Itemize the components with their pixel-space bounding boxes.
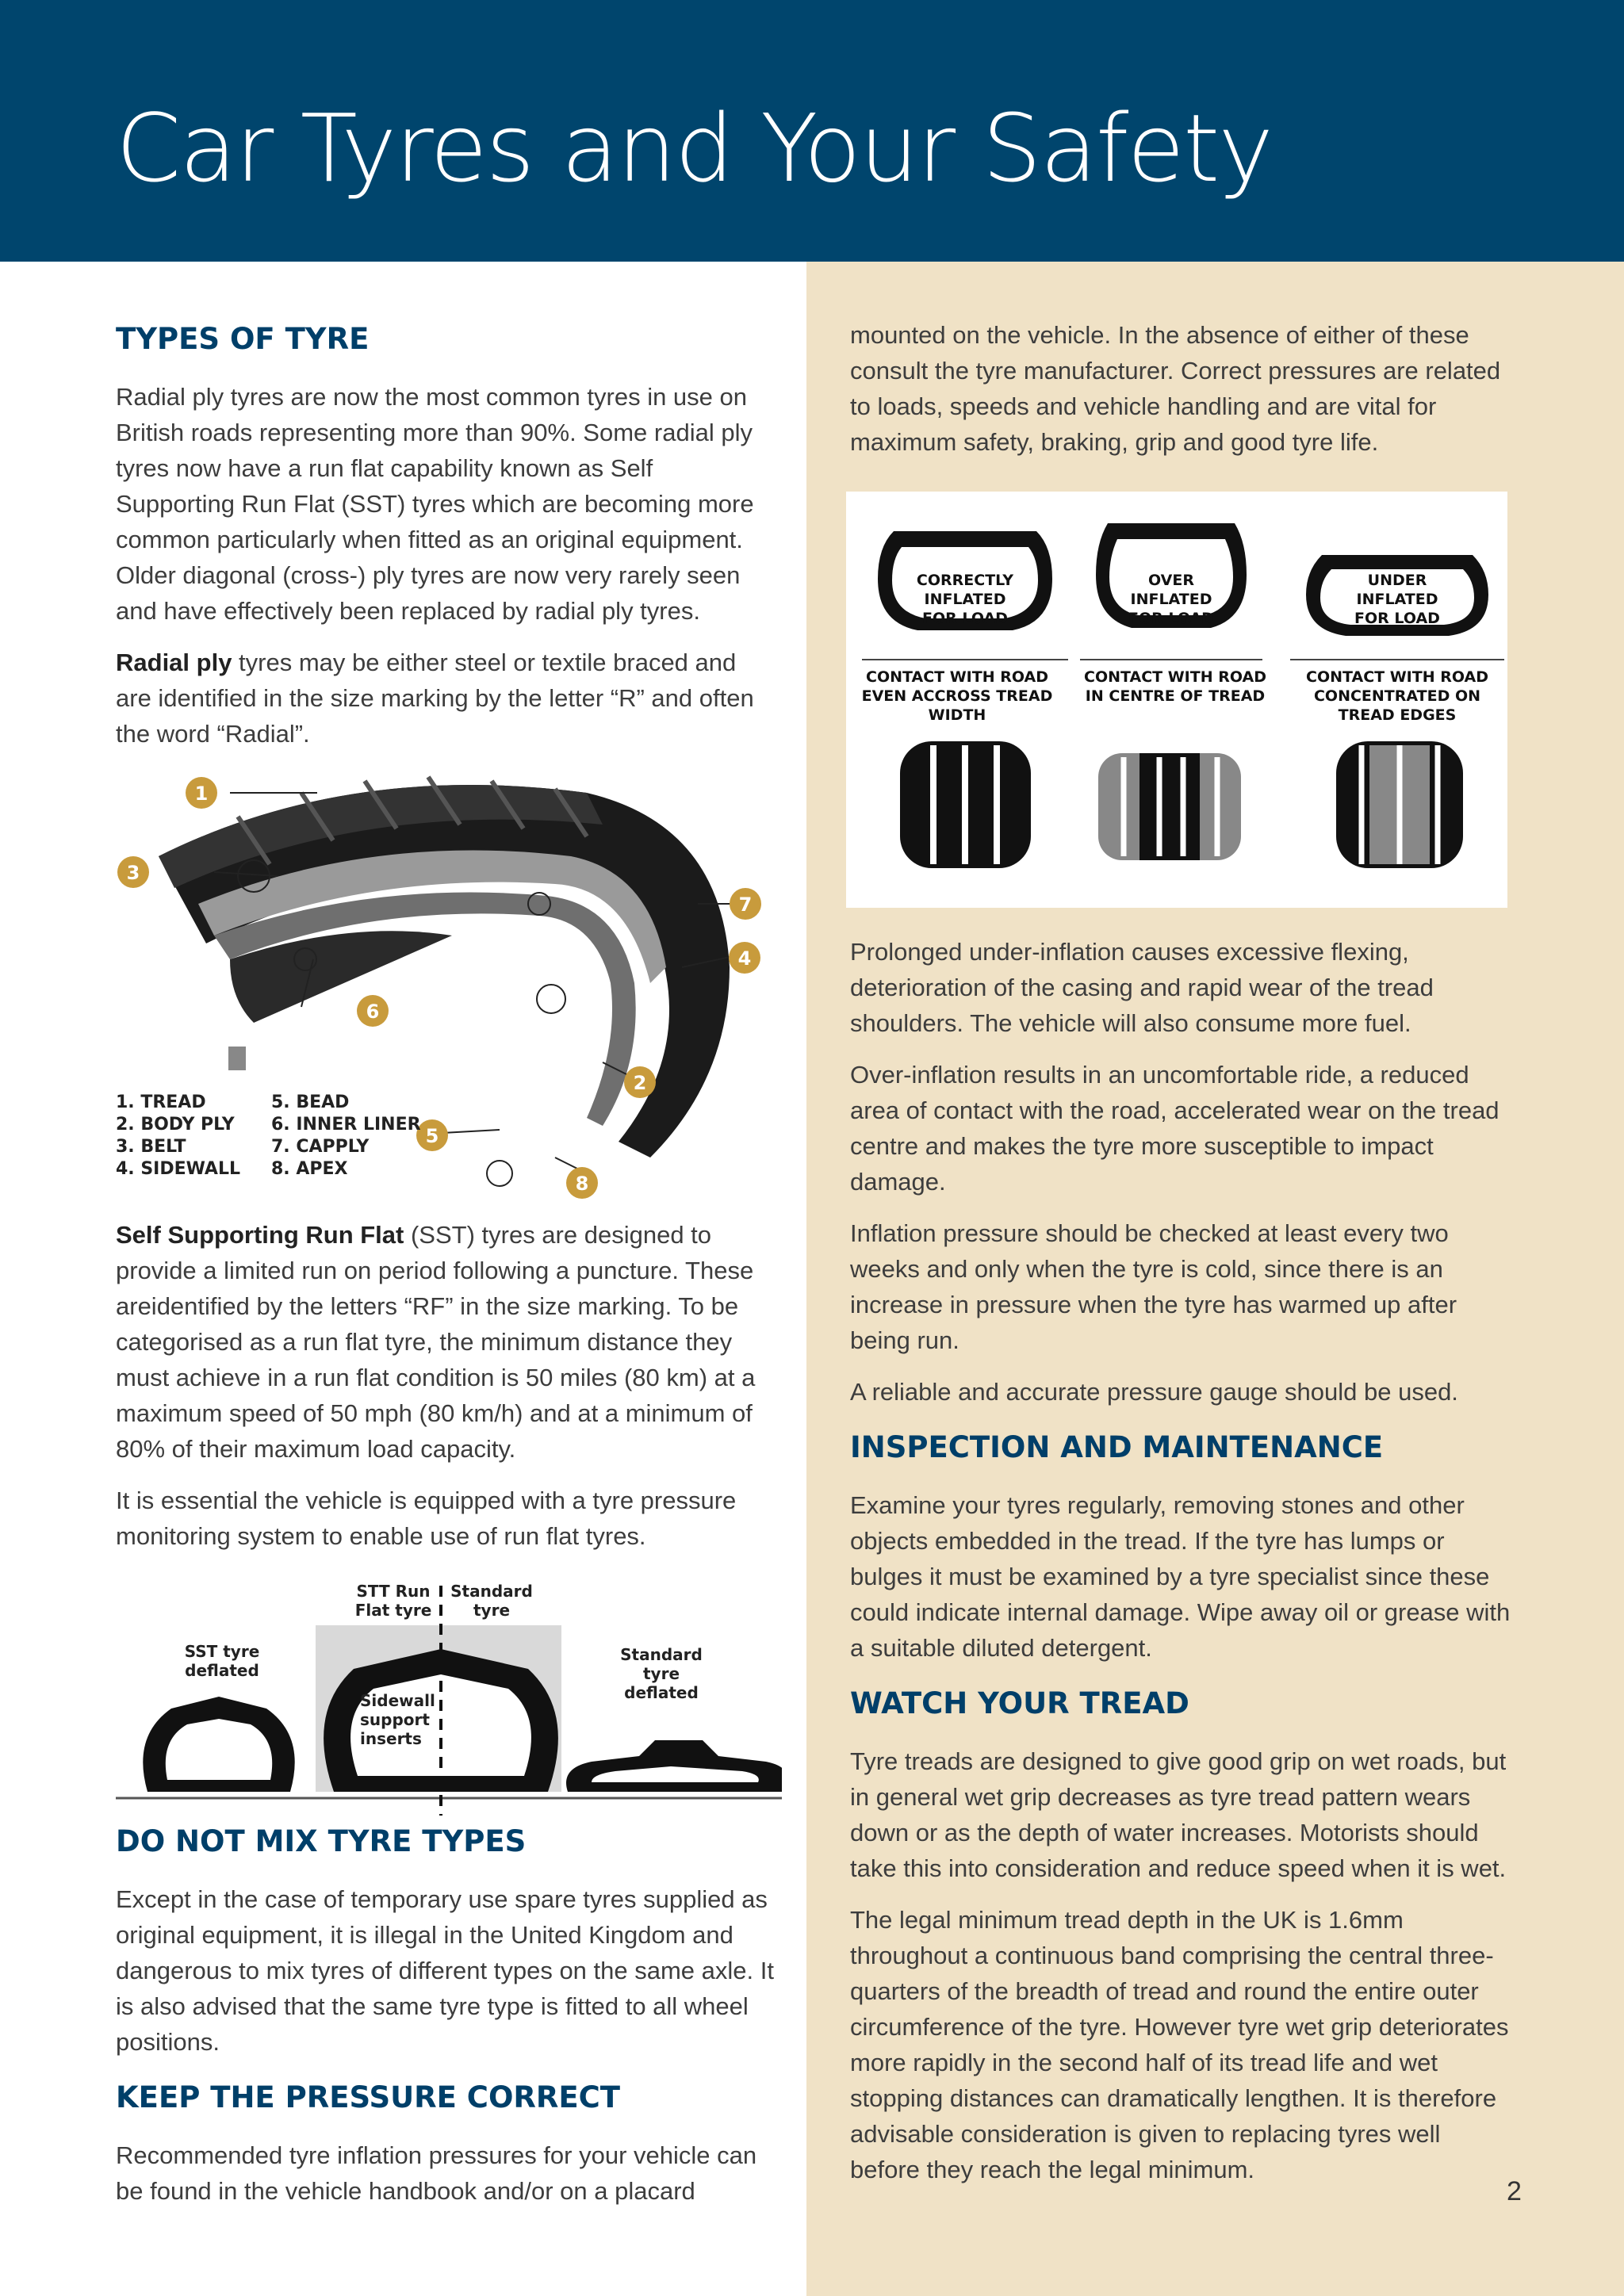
inflation-diagram xyxy=(846,492,1507,908)
svg-text:STT Run: STT Run xyxy=(356,1582,431,1601)
panel-over xyxy=(1080,523,1266,860)
legend-item: 4. SIDEWALL xyxy=(116,1159,240,1179)
stt-label xyxy=(355,1582,432,1620)
svg-text:FOR LOAD: FOR LOAD xyxy=(922,610,1008,627)
pressure-paragraph: Recommended tyre inflation pressures for your vehicle can be found in the vehicle handbook and/or on a placard xyxy=(116,2141,757,2205)
svg-text:Flat tyre: Flat tyre xyxy=(354,1601,432,1620)
marker-2 xyxy=(624,1066,656,1098)
svg-text:tyre: tyre xyxy=(642,1664,680,1683)
valve xyxy=(228,1047,246,1070)
marker-7 xyxy=(730,888,761,920)
svg-text:WIDTH: WIDTH xyxy=(928,706,986,724)
tyre-legend xyxy=(116,1093,421,1179)
svg-text:Sidewall: Sidewall xyxy=(360,1691,435,1710)
svg-text:8: 8 xyxy=(575,1173,589,1195)
page-number: 2 xyxy=(1507,2176,1522,2206)
right-column-top xyxy=(850,317,1516,476)
mix-paragraph: Except in the case of temporary use spare tyres supplied as original equipment, it is illegal in the United Kingdom and dangerous to mix tyres of different types on the same axle. It is also advised that the same tyre type is fitted to all wheel positions. xyxy=(116,1885,774,2056)
standard-deflated-tyre xyxy=(566,1740,782,1792)
left-column-middle xyxy=(116,1217,774,1570)
svg-text:UNDER: UNDER xyxy=(1367,572,1427,589)
standard-deflated-label xyxy=(620,1645,703,1702)
svg-text:5: 5 xyxy=(425,1125,439,1147)
standard-label xyxy=(450,1582,533,1620)
inspection-heading: INSPECTION AND MAINTENANCE xyxy=(850,1430,1384,1464)
svg-text:EVEN ACCROSS TREAD: EVEN ACCROSS TREAD xyxy=(861,687,1053,705)
svg-text:6: 6 xyxy=(366,1001,380,1023)
tread-paragraph-2: The legal minimum tread depth in the UK is 1.6mm throughout a continuous band comprising the central three-quarters of the breadth of tread and round the entire outer circumference of the tyre. However tyre wet grip deteriorates more rapidly in the second half of its tread life and wet stopping distances can dramatically lengthen. It is therefore advisable consideration is given to replacing tyres well before they reach the legal minimum. xyxy=(850,1906,1509,2183)
left-column-bottom xyxy=(116,1820,774,2225)
radial-text: tyres may be either steel or textile braced and are identified in the size marking by the letter “R” and often the word “Radial”. xyxy=(116,649,754,748)
right-column-bottom xyxy=(850,934,1516,2203)
sst-deflated-label xyxy=(185,1642,260,1680)
svg-text:support: support xyxy=(360,1710,430,1729)
radial-bold: Radial ply xyxy=(116,649,232,676)
tpms-paragraph: It is essential the vehicle is equipped with a tyre pressure monitoring system to enable use of run flat tyres. xyxy=(116,1487,737,1550)
svg-text:7: 7 xyxy=(738,894,753,916)
svg-text:CONTACT WITH ROAD: CONTACT WITH ROAD xyxy=(1084,668,1266,686)
under-inflation-paragraph: Prolonged under-inflation causes excessive flexing, deterioration of the casing and rapid wear of the tread shoulders. The vehicle will also consume more fuel. xyxy=(850,938,1434,1037)
svg-text:CONTACT WITH ROAD: CONTACT WITH ROAD xyxy=(866,668,1048,686)
mix-heading: DO NOT MIX TYRE TYPES xyxy=(116,1824,527,1858)
legend-item: 1. TREAD xyxy=(116,1093,206,1112)
types-paragraph-2: Older diagonal (cross-) ply tyres are now very rarely seen and have effectively been replaced by radial ply tyres. xyxy=(116,561,741,625)
marker-3 xyxy=(117,856,149,888)
check-pressure-paragraph: Inflation pressure should be checked at least every two weeks and only when the tyre is cold, since there is an increase in pressure when the tyre has warmed up after being run. xyxy=(850,1219,1457,1354)
svg-text:INFLATED: INFLATED xyxy=(924,591,1006,608)
svg-text:SST tyre: SST tyre xyxy=(184,1642,260,1661)
svg-text:OVER: OVER xyxy=(1148,572,1194,589)
legend-item: 5. BEAD xyxy=(271,1093,350,1112)
svg-text:FOR LOAD: FOR LOAD xyxy=(1354,610,1440,627)
svg-text:INFLATED: INFLATED xyxy=(1356,591,1438,608)
left-column-top xyxy=(116,317,774,767)
svg-text:3: 3 xyxy=(126,862,140,884)
svg-text:Standard: Standard xyxy=(620,1645,703,1664)
legend-item: 3. BELT xyxy=(116,1137,186,1157)
svg-text:INFLATED: INFLATED xyxy=(1130,591,1212,608)
tread-heading: WATCH YOUR TREAD xyxy=(850,1686,1189,1720)
svg-text:TREAD EDGES: TREAD EDGES xyxy=(1338,706,1457,724)
svg-text:CONCENTRATED ON: CONCENTRATED ON xyxy=(1313,687,1481,705)
svg-text:CORRECTLY: CORRECTLY xyxy=(916,572,1014,589)
svg-text:deflated: deflated xyxy=(185,1661,259,1680)
page-title: Car Tyres and Your Safety xyxy=(116,94,1273,203)
inspection-paragraph: Examine your tyres regularly, removing stones and other objects embedded in the tread. If the tyre has lumps or bulges it must be examined by a tyre specialist since these could indicate internal damage. Wipe away oil or grease with a suitable diluted detergent. xyxy=(850,1491,1511,1662)
svg-text:CONTACT WITH ROAD: CONTACT WITH ROAD xyxy=(1306,668,1488,686)
svg-text:tyre: tyre xyxy=(473,1601,511,1620)
legend-item: 7. CAPPLY xyxy=(271,1137,370,1157)
sst-paragraph xyxy=(116,1217,774,1467)
sst-bold: Self Supporting Run Flat xyxy=(116,1221,404,1249)
svg-text:1: 1 xyxy=(194,783,209,805)
legend-item: 2. BODY PLY xyxy=(116,1115,235,1135)
svg-text:inserts: inserts xyxy=(360,1729,422,1748)
sst-text: (SST) tyres are designed to provide a limited run on period following a puncture. These areidentified by the letters “RF” in the size marking. To be categorised as a run flat tyre, the minimum distance they must achieve in a run flat condition is 50 miles (80 km) at a maximum speed of 50 mph (80 km/h) and at a minimum of 80% of their maximum load capacity. xyxy=(116,1221,756,1463)
svg-text:2: 2 xyxy=(633,1072,647,1094)
pressure-heading: KEEP THE PRESSURE CORRECT xyxy=(116,2080,621,2114)
svg-text:FOR LOAD: FOR LOAD xyxy=(1128,610,1214,627)
types-paragraph: Radial ply tyres are now the most common tyres in use on British roads representing more than 90%. Some radial ply tyres now have a run flat capability known as Self Supporting Run Flat (SST) tyres which are becoming more common particularly when fitted as an original equipment. xyxy=(116,383,754,553)
marker-5 xyxy=(416,1119,448,1151)
legend-item: 6. INNER LINER xyxy=(271,1115,421,1135)
tyre-cutaway-diagram xyxy=(111,745,777,1205)
marker-4 xyxy=(729,942,760,974)
legend-item: 8. APEX xyxy=(271,1159,348,1179)
svg-text:IN CENTRE OF TREAD: IN CENTRE OF TREAD xyxy=(1085,687,1266,705)
svg-text:Standard: Standard xyxy=(450,1582,533,1601)
svg-text:4: 4 xyxy=(737,947,752,970)
tread-paragraph-1: Tyre treads are designed to give good grip on wet roads, but in general wet grip decreases as tyre tread pattern wears down or as the depth of water increases. Motorists should take this into consideration and reduce speed when it is wet. xyxy=(850,1747,1507,1882)
marker-1 xyxy=(186,777,217,809)
types-heading: TYPES OF TYRE xyxy=(116,322,370,356)
marker-6 xyxy=(357,995,389,1027)
gauge-paragraph: A reliable and accurate pressure gauge should be used. xyxy=(850,1378,1458,1406)
radial-paragraph xyxy=(116,645,774,752)
page-header xyxy=(0,0,1624,262)
pressure-continued-paragraph: mounted on the vehicle. In the absence of either of these consult the tyre manufacturer. Correct pressures are related to loads, speeds and vehicle handling and are vital for maximum safety, braking, grip and good tyre life. xyxy=(850,321,1501,456)
marker-8 xyxy=(566,1167,598,1199)
svg-text:deflated: deflated xyxy=(624,1683,699,1702)
runflat-comparison-diagram xyxy=(116,1578,782,1816)
over-inflation-paragraph: Over-inflation results in an uncomfortable ride, a reduced area of contact with the road, accelerated wear on the tread centre and makes the tyre more susceptible to impact damage. xyxy=(850,1061,1500,1196)
